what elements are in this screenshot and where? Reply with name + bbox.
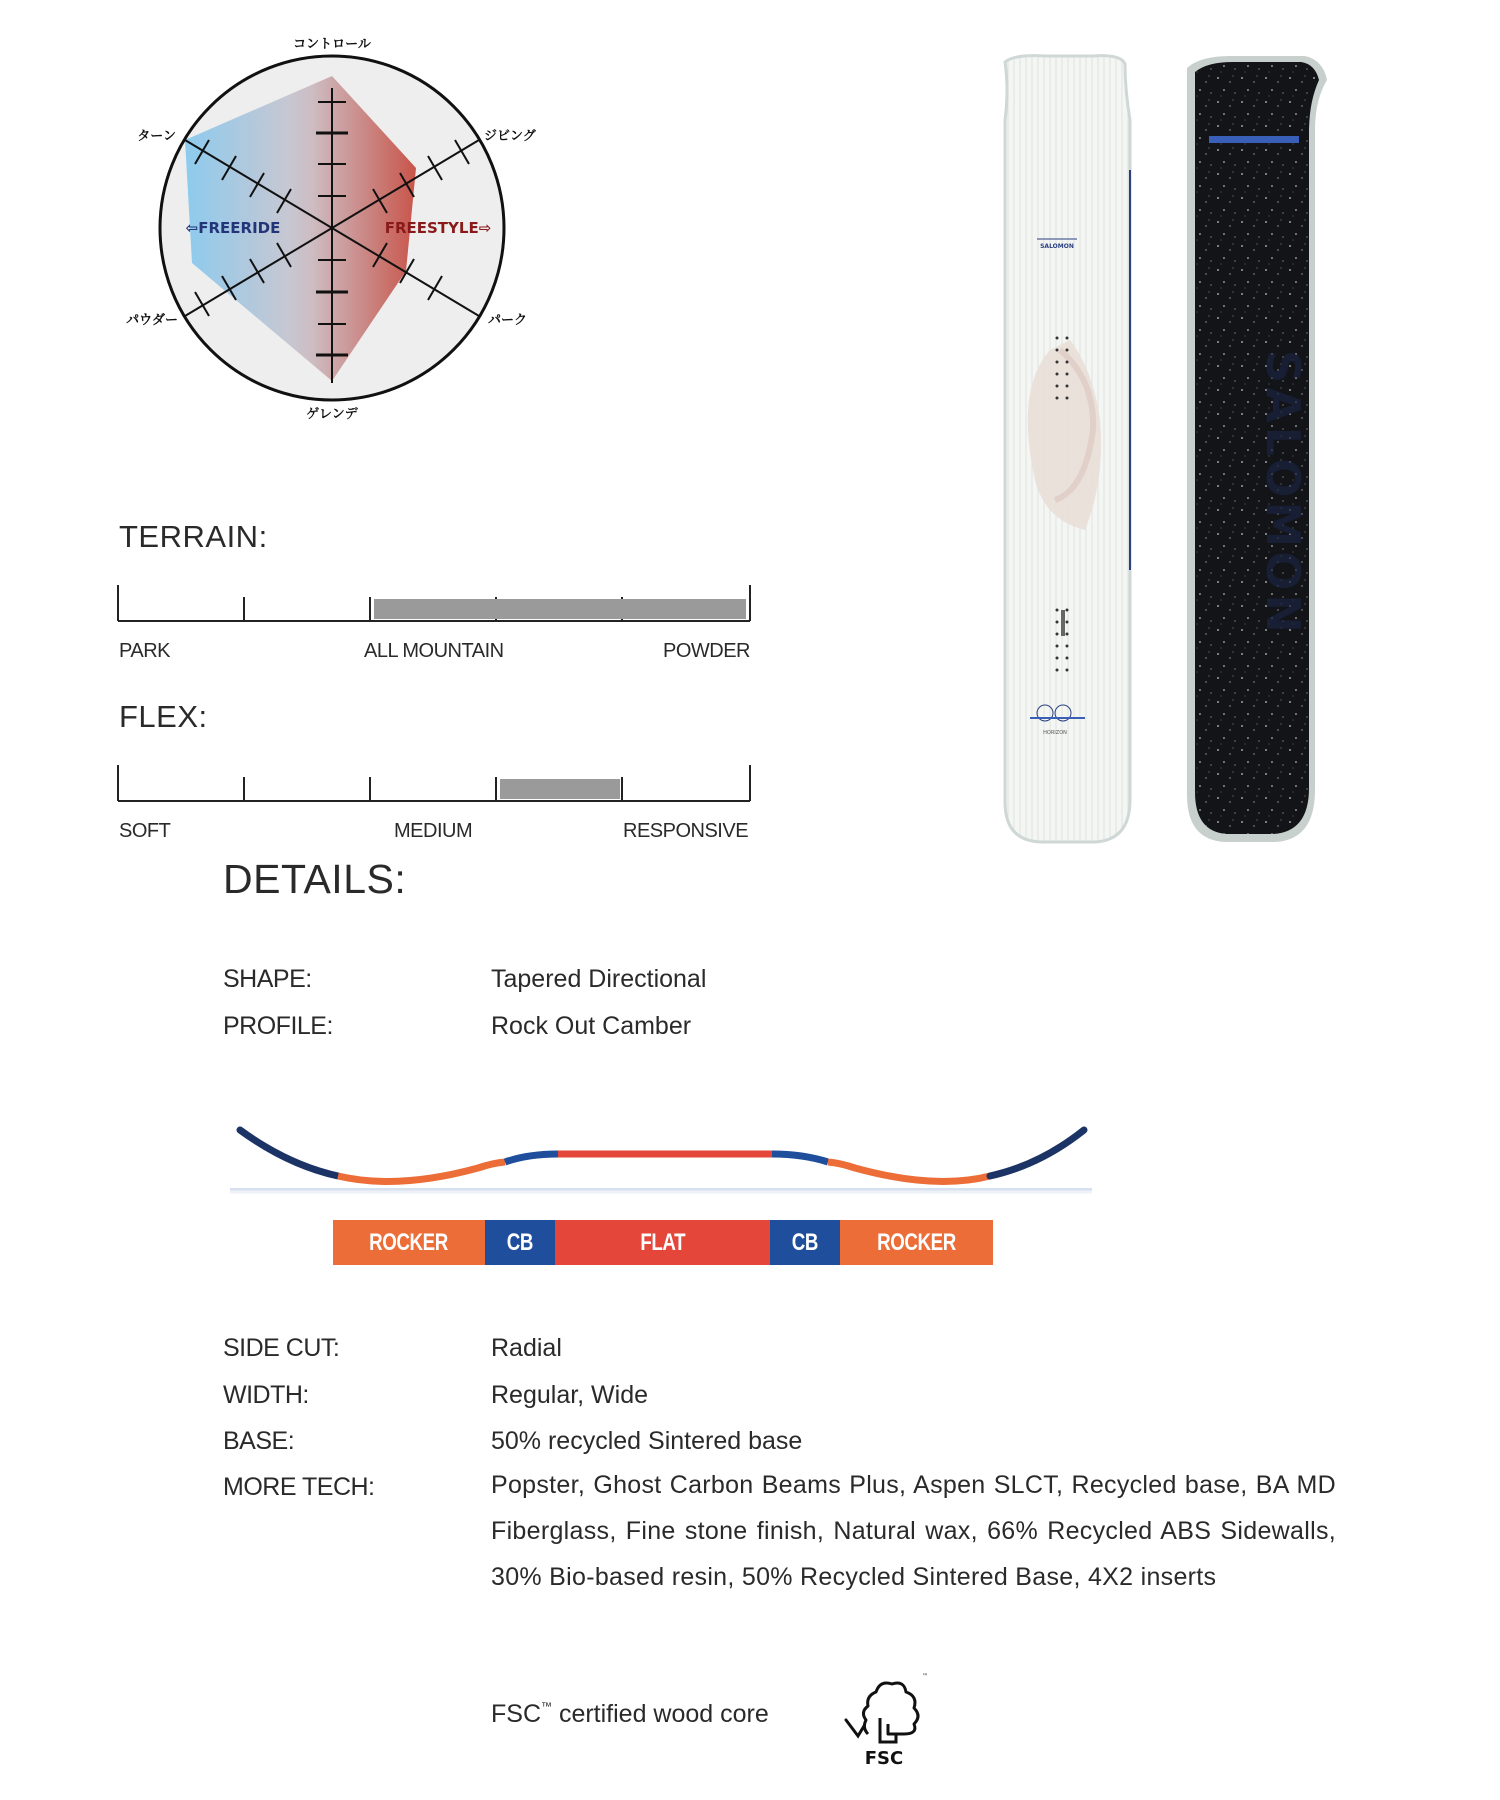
- radar-label-bottom: ゲレンデ: [306, 407, 358, 422]
- radar-label-lower-right: パーク: [488, 313, 528, 328]
- radar-chart: [110, 28, 570, 438]
- radar-label-top: コントロール: [293, 37, 371, 52]
- profile-diagram: [228, 1110, 1098, 1210]
- side-cut-label: SIDE CUT:: [223, 1334, 340, 1362]
- board-base-brand: SALOMON: [1256, 350, 1310, 637]
- snowboard-images: [975, 50, 1355, 850]
- radar-freeride-label: ⇦FREERIDE: [185, 219, 281, 237]
- profile-label: PROFILE:: [223, 1012, 333, 1040]
- profile-segment-rocker-right: ROCKER: [840, 1220, 993, 1265]
- profile-segment-flat: FLAT: [555, 1220, 770, 1265]
- terrain-title: TERRAIN:: [119, 519, 268, 554]
- shape-value: Tapered Directional: [491, 965, 707, 993]
- flex-label-medium: MEDIUM: [394, 820, 473, 842]
- profile-value: Rock Out Camber: [491, 1012, 692, 1040]
- flex-label-soft: SOFT: [119, 820, 171, 842]
- fsc-logo-icon: [838, 1668, 928, 1768]
- more-tech-label: MORE TECH:: [223, 1473, 375, 1501]
- flex-label-responsive: RESPONSIVE: [623, 820, 749, 842]
- radar-label-upper-left: ターン: [137, 129, 176, 144]
- board-top-brand: SALOMON: [1040, 243, 1074, 250]
- side-cut-value: Radial: [491, 1334, 562, 1362]
- flex-title: FLEX:: [119, 699, 208, 734]
- profile-segment-cb-left: CB: [485, 1220, 555, 1265]
- shape-label: SHAPE:: [223, 965, 312, 993]
- width-label: WIDTH:: [223, 1381, 309, 1409]
- terrain-label-park: PARK: [119, 640, 170, 662]
- more-tech-value: Popster, Ghost Carbon Beams Plus, Aspen SLCT, Recycled base, BA MD Fiberglass, Fine stone finish, Natural wax, 66% Recycled ABS Sidewalls, 30% Bio-based resin, 50% Recycled Sintered Base, 4X2 inserts: [491, 1471, 1336, 1591]
- terrain-label-all-mountain: ALL MOUNTAIN: [364, 640, 504, 662]
- board-base-accent-stripe: [1209, 136, 1299, 143]
- terrain-label-powder: POWDER: [663, 640, 750, 662]
- profile-legend-bar: [333, 1220, 993, 1265]
- fsc-certification-text: FSC™ certified wood core: [491, 1700, 769, 1728]
- fsc-logo-text: FSC: [864, 1748, 904, 1768]
- terrain-scale: [116, 583, 752, 625]
- board-base: [1187, 56, 1327, 842]
- flex-range-bar: [500, 779, 620, 799]
- board-top-model: HORIZON: [1043, 730, 1067, 736]
- terrain-range-bar: [374, 599, 746, 619]
- width-value: Regular, Wide: [491, 1381, 649, 1409]
- base-label: BASE:: [223, 1427, 295, 1455]
- radar-label-upper-right: ジビング: [484, 129, 536, 144]
- radar-label-lower-left: パウダー: [126, 313, 178, 328]
- profile-segment-cb-right: CB: [770, 1220, 840, 1265]
- fsc-logo-tm: ™: [922, 1673, 928, 1680]
- base-value: 50% recycled Sintered base: [491, 1427, 803, 1455]
- details-title: DETAILS:: [223, 856, 407, 902]
- radar-freestyle-label: FREESTYLE⇨: [384, 219, 492, 237]
- flex-scale: [116, 763, 752, 805]
- board-top-sheet: [1005, 56, 1130, 842]
- profile-segment-rocker-left: ROCKER: [333, 1220, 485, 1265]
